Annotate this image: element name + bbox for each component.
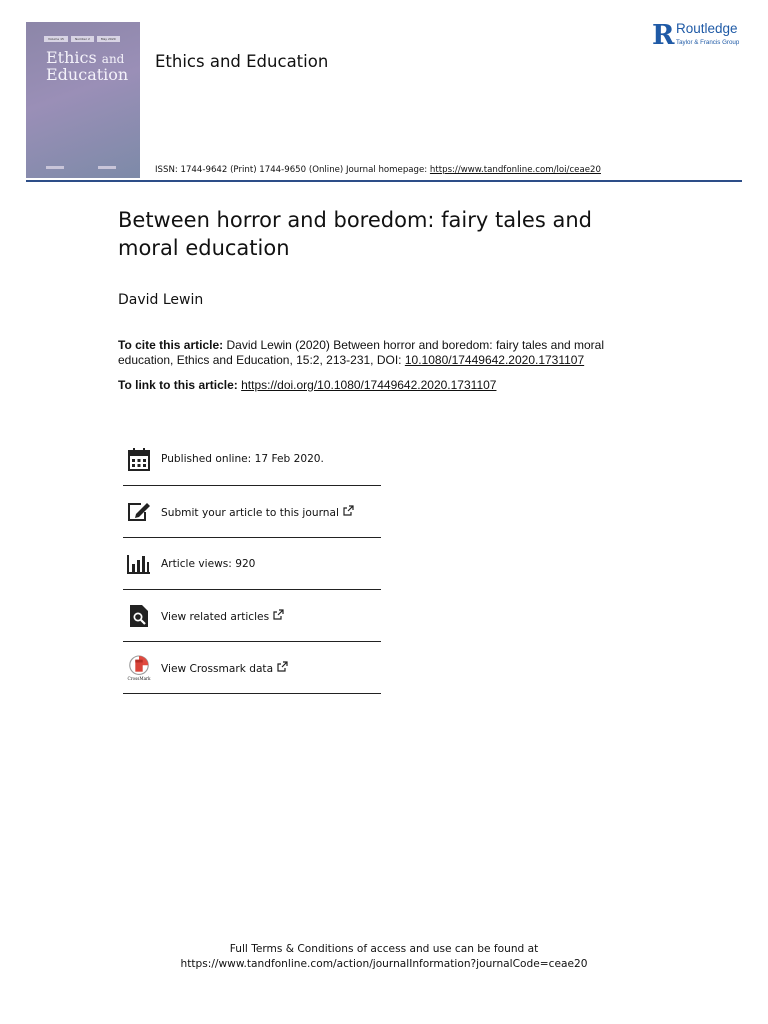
cover-title-word2: Education [46, 65, 129, 84]
journal-homepage-link[interactable]: https://www.tandfonline.com/loi/ceae20 [429, 165, 601, 175]
article-link-line [118, 378, 638, 392]
published-row [123, 432, 381, 486]
calendar-icon [127, 447, 151, 471]
terms-url[interactable]: https://www.tandfonline.com/action/journalInformation?journalCode=ceae20 [180, 958, 588, 970]
edit-icon [127, 500, 151, 524]
routledge-r-icon: R [652, 20, 675, 51]
journal-cover [26, 22, 140, 178]
crossmark-link[interactable] [161, 661, 288, 675]
terms-footer [0, 942, 768, 972]
cover-title-word1: Ethics [46, 48, 97, 67]
terms-text: Full Terms & Conditions of access and use can be found at [229, 943, 539, 955]
cover-title-and: and [101, 52, 125, 66]
cover-title [46, 50, 128, 83]
citation-block [118, 338, 638, 368]
publisher-group: Taylor & Francis Group [676, 39, 740, 46]
cover-date: May 2020 [97, 36, 120, 42]
published-date: Published online: 17 Feb 2020. [161, 452, 324, 465]
cover-volume: Volume 15 [44, 36, 68, 42]
link-label: To link to this article: [118, 378, 242, 392]
article-title: Between horror and boredom: fairy tales and moral education [118, 208, 592, 260]
issn-text: ISSN: 1744-9642 (Print) 1744-9650 (Online) Journal homepage: [155, 165, 430, 175]
header-rule [26, 180, 742, 182]
related-articles-link[interactable] [161, 609, 284, 623]
cover-issn-mark [98, 166, 116, 169]
svg-text:CrossMark: CrossMark [127, 675, 151, 681]
bar-chart-icon [127, 552, 151, 576]
crossmark-row[interactable] [123, 642, 381, 694]
crossmark-label: View Crossmark data [161, 662, 274, 675]
crossmark-icon [127, 656, 151, 680]
cite-text: David Lewin (2020) Between horror and boredom: fairy tales and moral education, Ethics and Education, 15:2, 213-231, DOI: [118, 338, 605, 367]
submit-article-label: Submit your article to this journal [161, 506, 339, 519]
article-url-link[interactable]: https://doi.org/10.1080/17449642.2020.1731107 [241, 378, 497, 392]
publisher-name: Routledge [676, 21, 738, 36]
related-articles-label: View related articles [161, 610, 270, 623]
search-document-icon [127, 604, 151, 628]
external-link-icon [277, 661, 288, 675]
related-row[interactable] [123, 590, 381, 642]
cover-publisher-mark [46, 166, 64, 169]
external-link-icon [273, 609, 284, 623]
cover-number: Number 2 [71, 36, 94, 42]
routledge-logo [652, 20, 748, 52]
journal-name: Ethics and Education [155, 52, 329, 71]
submit-row[interactable] [123, 486, 381, 538]
article-meta-list [123, 432, 381, 694]
cite-label: To cite this article: [118, 338, 224, 352]
article-author: David Lewin [118, 292, 204, 308]
issn-line [155, 165, 601, 175]
external-link-icon [343, 505, 354, 519]
cover-issue-strip [44, 36, 120, 42]
article-views: Article views: 920 [161, 557, 256, 570]
views-row [123, 538, 381, 590]
doi-link[interactable]: 10.1080/17449642.2020.1731107 [404, 353, 585, 367]
submit-article-link[interactable] [161, 505, 354, 519]
